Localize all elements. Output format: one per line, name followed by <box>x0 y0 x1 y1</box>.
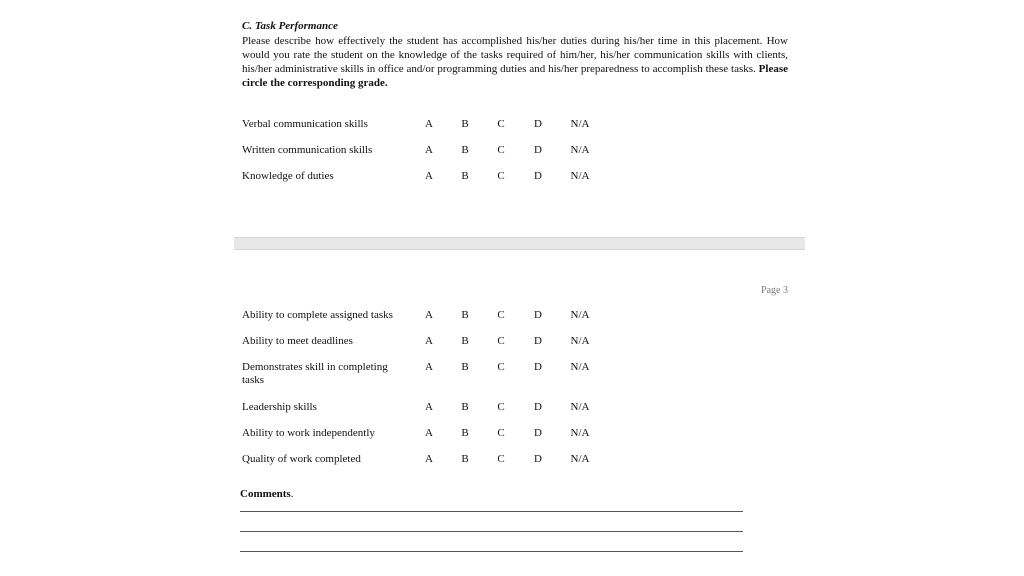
grade-a[interactable]: A <box>425 144 433 156</box>
intro-instruction: Please circle the corresponding grade. <box>242 63 788 89</box>
grade-d[interactable]: D <box>534 118 542 130</box>
comment-line[interactable] <box>240 531 743 532</box>
grade-b[interactable]: B <box>461 170 469 182</box>
grade-b[interactable]: B <box>461 401 469 413</box>
comment-line[interactable] <box>240 551 743 552</box>
page-break-separator <box>234 237 805 250</box>
grade-d[interactable]: D <box>534 401 542 413</box>
intro-text: Please describe how effectively the student has accomplished his/her duties during his/her time in this placement. How would you rate the student on the knowledge of the tasks required of him/her, his/her communication skills with clients, his/her administrative skills in office and/or programming duties and his/her preparedness to accomplish these tasks. <box>242 35 788 75</box>
section-title: C. Task Performance <box>242 20 338 32</box>
grade-na[interactable]: N/A <box>570 144 590 156</box>
grade-c[interactable]: C <box>497 144 505 156</box>
grade-b[interactable]: B <box>461 453 469 465</box>
grade-a[interactable]: A <box>425 361 433 373</box>
grade-c[interactable]: C <box>497 401 505 413</box>
grade-d[interactable]: D <box>534 335 542 347</box>
grade-c[interactable]: C <box>497 335 505 347</box>
grade-na[interactable]: N/A <box>570 335 590 347</box>
grade-d[interactable]: D <box>534 361 542 373</box>
rating-label: Ability to complete assigned tasks <box>242 309 393 321</box>
grade-c[interactable]: C <box>497 118 505 130</box>
grade-b[interactable]: B <box>461 361 469 373</box>
grade-na[interactable]: N/A <box>570 170 590 182</box>
grade-c[interactable]: C <box>497 361 505 373</box>
rating-label: Written communication skills <box>242 144 373 156</box>
rating-label: Ability to work independently <box>242 427 375 439</box>
grade-na[interactable]: N/A <box>570 309 590 321</box>
grade-b[interactable]: B <box>461 427 469 439</box>
grade-a[interactable]: A <box>425 401 433 413</box>
grade-a[interactable]: A <box>425 453 433 465</box>
grade-a[interactable]: A <box>425 118 433 130</box>
grade-b[interactable]: B <box>461 118 469 130</box>
rating-label: Knowledge of duties <box>242 170 334 182</box>
grade-d[interactable]: D <box>534 170 542 182</box>
comment-line[interactable] <box>240 511 743 512</box>
grade-c[interactable]: C <box>497 309 505 321</box>
grade-c[interactable]: C <box>497 170 505 182</box>
grade-na[interactable]: N/A <box>570 453 590 465</box>
grade-a[interactable]: A <box>425 309 433 321</box>
grade-d[interactable]: D <box>534 309 542 321</box>
grade-a[interactable]: A <box>425 335 433 347</box>
grade-na[interactable]: N/A <box>570 361 590 373</box>
section-intro <box>242 34 788 90</box>
rating-label: Ability to meet deadlines <box>242 335 353 347</box>
grade-d[interactable]: D <box>534 144 542 156</box>
rating-label: Verbal communication skills <box>242 118 368 130</box>
grade-c[interactable]: C <box>497 453 505 465</box>
grade-na[interactable]: N/A <box>570 401 590 413</box>
grade-b[interactable]: B <box>461 335 469 347</box>
comments-label-suffix: . <box>290 488 294 500</box>
grade-a[interactable]: A <box>425 170 433 182</box>
comments-label-text: Comments <box>240 488 291 500</box>
page-number: Page 3 <box>761 285 788 296</box>
rating-label: Leadership skills <box>242 401 317 413</box>
grade-d[interactable]: D <box>534 453 542 465</box>
grade-b[interactable]: B <box>461 309 469 321</box>
comments-label <box>240 488 293 501</box>
grade-na[interactable]: N/A <box>570 427 590 439</box>
grade-d[interactable]: D <box>534 427 542 439</box>
rating-label: Demonstrates skill in completing tasks <box>242 361 388 386</box>
grade-c[interactable]: C <box>497 427 505 439</box>
rating-label: Quality of work completed <box>242 453 361 465</box>
grade-b[interactable]: B <box>461 144 469 156</box>
grade-a[interactable]: A <box>425 427 433 439</box>
grade-na[interactable]: N/A <box>570 118 590 130</box>
